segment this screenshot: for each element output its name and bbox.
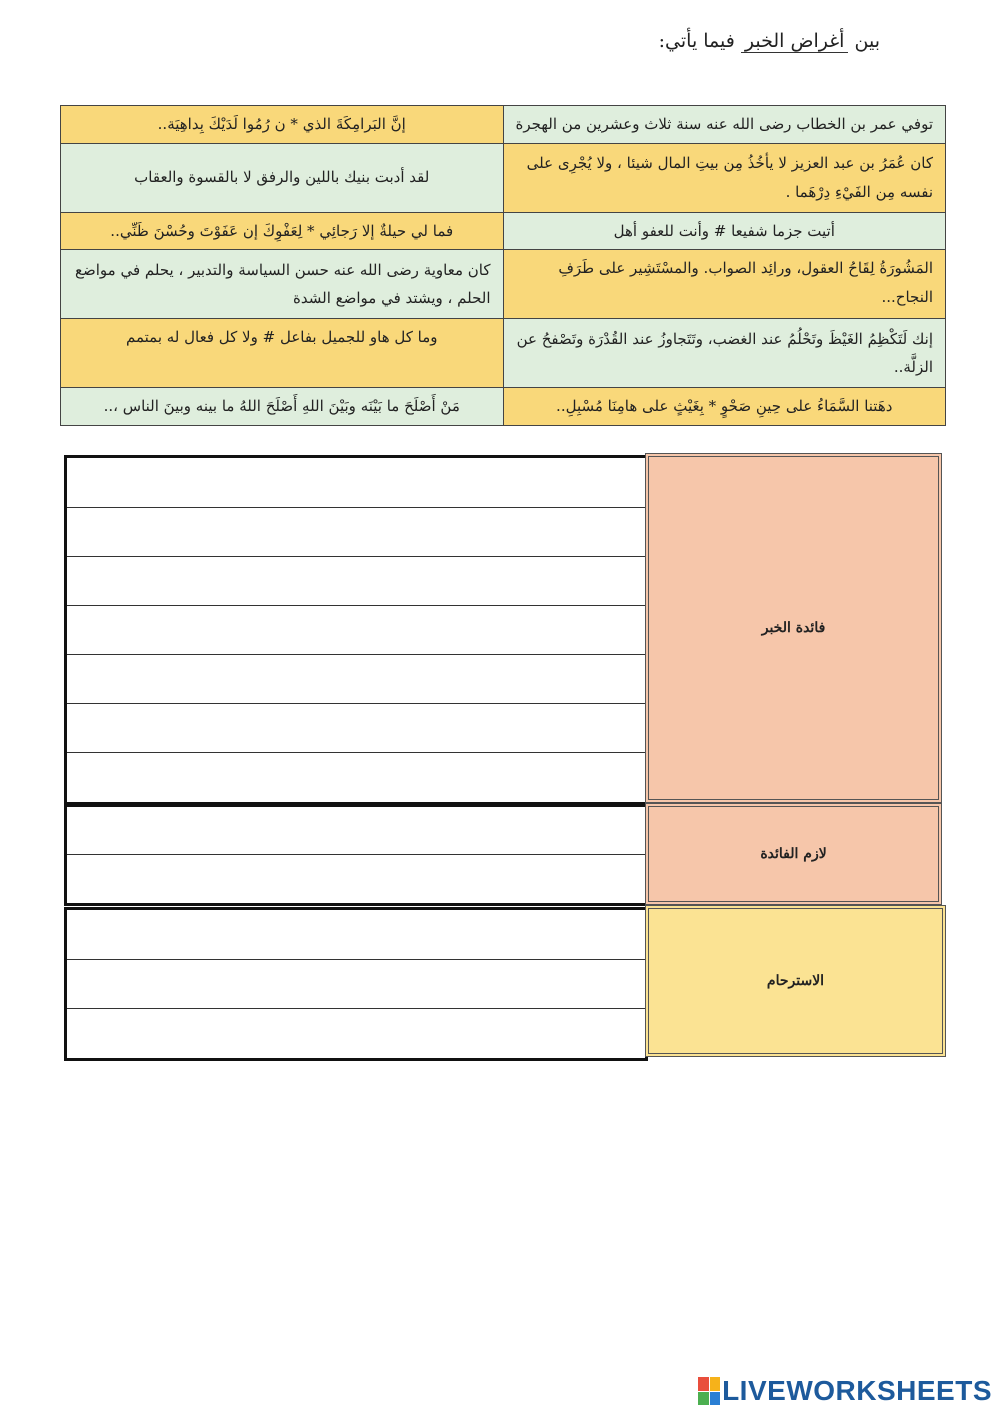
category-alistirham[interactable] bbox=[645, 905, 946, 1057]
logo-mark-icon bbox=[698, 1377, 720, 1405]
sentence-cell[interactable]: فما لي حيلةٌ إلا رَجائِي * لِعَفْوِكَ إن عَفَوْتَ وحُسْنَ ظَنِّي.. bbox=[61, 212, 504, 250]
sentence-cell[interactable]: توفي عمر بن الخطاب رضى الله عنه سنة ثلاث وعشرين من الهجرة bbox=[503, 106, 946, 144]
sentence-row bbox=[61, 212, 946, 250]
category-faidat-alkhabar[interactable] bbox=[645, 453, 942, 803]
instruction-part2: فيما يأتي: bbox=[658, 30, 735, 52]
sentence-row bbox=[61, 388, 946, 426]
sentence-cell[interactable]: إنك لَتَكْظِمُ الغَيْظَ وتَحْلُمُ عند الغضب، وتَتَجاوزُ عند القُدْرَة وتَصْفحُ عن الزلَّة.. bbox=[503, 319, 946, 388]
sentence-cell[interactable]: مَنْ أَصْلَحَ ما بَيْنَه وبَيْنَ اللهِ أَصْلَحَ اللهُ ما بينه وبينَ الناس ،.. bbox=[61, 388, 504, 426]
instruction-part1: بين bbox=[854, 30, 880, 52]
sentence-cell[interactable]: وما كل هاو للجميل بفاعل # ولا كل فعال له بمتمم bbox=[61, 319, 504, 388]
logo-text: LIVEWORKSHEETS bbox=[722, 1375, 992, 1406]
sentence-cell[interactable]: لقد أدبت بنيك باللين والرفق لا بالقسوة والعقاب bbox=[61, 143, 504, 212]
sentence-cell[interactable]: كان معاوية رضى الله عنه حسن السياسة والتدبير ، يحلم في مواضع الحلم ، ويشتد في مواضع الشدة bbox=[61, 250, 504, 319]
answer-box-group-2 bbox=[64, 804, 648, 906]
category-lazim-alfaida[interactable] bbox=[645, 803, 942, 905]
answer-box-group-3 bbox=[64, 907, 648, 1061]
sentence-cell[interactable]: كان عُمَرُ بن عبد العزيز لا يأخُذُ مِن بيتِ المال شيئا ، ولا يُجْرِى على نفسه مِن الفَيْءِ دِرْهَما . bbox=[503, 143, 946, 212]
sentence-row bbox=[61, 319, 946, 388]
sentence-cell[interactable]: المَشُورَةُ لِقَاحُ العقول، ورائِد الصواب. والمسْتَشِير على طَرَفِ النجاح... bbox=[503, 250, 946, 319]
sentence-row bbox=[61, 143, 946, 212]
sentence-row bbox=[61, 250, 946, 319]
liveworksheets-logo bbox=[698, 1375, 992, 1407]
sentence-cell[interactable]: إنَّ البَرامِكَةَ الذي * ن رُمُوا لَدَيْكَ بِداهِيَة.. bbox=[61, 106, 504, 144]
category-label: فائدة الخبر bbox=[761, 620, 826, 636]
answer-box-group-1 bbox=[64, 455, 648, 805]
sentence-row bbox=[61, 106, 946, 144]
instruction-underlined: أغراض الخبر bbox=[741, 30, 849, 53]
sentences-table bbox=[60, 105, 946, 426]
category-label: الاسترحام bbox=[766, 973, 825, 989]
category-label: لازم الفائدة bbox=[760, 846, 827, 862]
answer-area bbox=[60, 453, 946, 1063]
sentence-cell[interactable]: أتيت جزما شفيعا # وأنت للعفو أهل bbox=[503, 212, 946, 250]
sentence-cell[interactable]: دهَتنا السَّمَاءُ على حِينِ صَحْوٍ * بِغَيْثٍ على هامِنَا مُسْبِلِ.. bbox=[503, 388, 946, 426]
instruction-text bbox=[659, 30, 880, 52]
